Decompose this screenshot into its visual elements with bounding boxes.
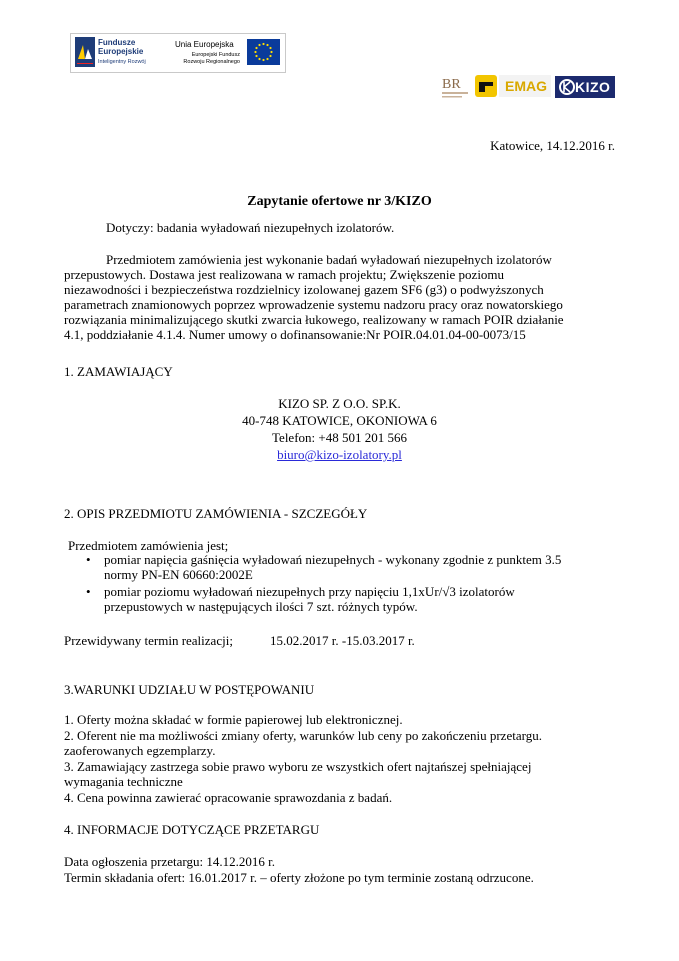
list-item: 3. Zamawiający zastrzega sobie prawo wyboru ze wszystkich ofert najtańszej spełniającej wymagania techniczne — [64, 758, 532, 789]
list-item: • pomiar poziomu wyładowań niezupełnych przy napięciu 1,1xUr/√3 izolatorów przepustowych w następujących ilości 7 szt. różnych typów. — [82, 584, 582, 614]
list-item: 2. Oferent nie ma możliwości zmiany oferty, warunków lub ceny po zakończeniu przetargu. zaoferowanych egzemplarzy. — [64, 727, 542, 758]
eu-flag-icon — [247, 39, 280, 65]
section-heading-warunki: 3.WARUNKI UDZIAŁU W POSTĘPOWANIU — [64, 682, 315, 697]
fe-subtitle: Inteligentny Rozwój — [98, 59, 146, 65]
realization-term-label: Przewidywany termin realizacji; — [64, 633, 233, 648]
kizo-mark-icon — [558, 78, 576, 96]
emag-text: EMAG — [505, 78, 547, 94]
document-title: Zapytanie ofertowe nr 3/KIZO — [247, 194, 432, 209]
tender-info — [64, 854, 534, 885]
realization-term-value: 15.02.2017 r. -15.03.2017 r. — [270, 633, 415, 648]
ue-fund-name: Europejski Fundusz Rozwoju Regionalnego — [183, 52, 240, 65]
list-item: 4. Cena powinna zawierać opracowanie sprawozdania z badań. — [64, 789, 393, 805]
contractor-email-link[interactable]: biuro@kizo-izolatory.pl — [277, 447, 402, 462]
announcement-date: Data ogłoszenia przetargu: 14.12.2016 r. — [64, 854, 275, 869]
section-heading-zamawiajacy: 1. ZAMAWIAJĄCY — [64, 364, 173, 379]
svg-text:BR: BR — [442, 77, 461, 92]
list-item: • pomiar napięcia gaśnięcia wyładowań niezupełnych - wykonany zgodnie z punktem 3.5 normy PN-EN 60660:2002E — [82, 552, 582, 582]
section-heading-opis: 2. OPIS PRZEDMIOTU ZAMÓWIENIA - SZCZEGÓŁY — [64, 506, 368, 521]
kizo-logo — [555, 76, 615, 98]
list-item: 1. Oferty można składać w formie papierowej lub elektronicznej. — [64, 712, 403, 727]
document-date: Katowice, 14.12.2016 r. — [490, 138, 615, 153]
order-subject-intro: Przedmiotem zamówienia jest; — [68, 538, 229, 553]
contractor-phone: Telefon: +48 501 201 566 — [272, 430, 407, 445]
subject-line: Dotyczy: badania wyładowań niezupełnych izolatorów. — [106, 220, 395, 235]
order-items-list — [82, 552, 582, 614]
br-logo-icon — [440, 72, 470, 100]
eu-funding-logo — [70, 33, 286, 73]
ue-title: Unia Europejska — [175, 40, 234, 49]
contractor-block — [0, 395, 679, 463]
emag-logo-icon — [475, 72, 553, 100]
fe-title: Fundusze Europejskie — [98, 38, 144, 56]
submission-deadline: Termin składania ofert: 16.01.2017 r. – oferty złożone po tym terminie zostaną odrzucone. — [64, 869, 534, 885]
fundusze-europejskie-icon — [75, 37, 95, 67]
conditions-list — [64, 712, 594, 805]
realization-term — [64, 633, 415, 649]
intro-paragraph: Przedmiotem zamówienia jest wykonanie badań wyładowań niezupełnych izolatorów przepustowych. Dostawa jest realizowana w ramach projektu; Zwiększenie poziomu niezawodności i bezpieczeństwa rozdzielnicy izolowanej gazem SF6 (g3) o podwyższonych parametrach znamionowych poprzez wprowadzenie systemu nadzoru pracy oraz nowatorskiego rozwiązania minimalizującego skutki zwarcia łukowego, realizowany w ramach POIR działanie 4.1, poddziałanie 4.1.4. Numer umowy o dofinansowanie:Nr POIR.04.01.04-00-0073/15 — [64, 252, 564, 342]
contractor-name: KIZO SP. Z O.O. SP.K. — [278, 396, 401, 411]
contractor-address: 40-748 KATOWICE, OKONIOWA 6 — [242, 413, 437, 428]
section-heading-informacje: 4. INFORMACJE DOTYCZĄCE PRZETARGU — [64, 822, 320, 837]
kizo-logo-text: KIZO — [575, 79, 611, 95]
